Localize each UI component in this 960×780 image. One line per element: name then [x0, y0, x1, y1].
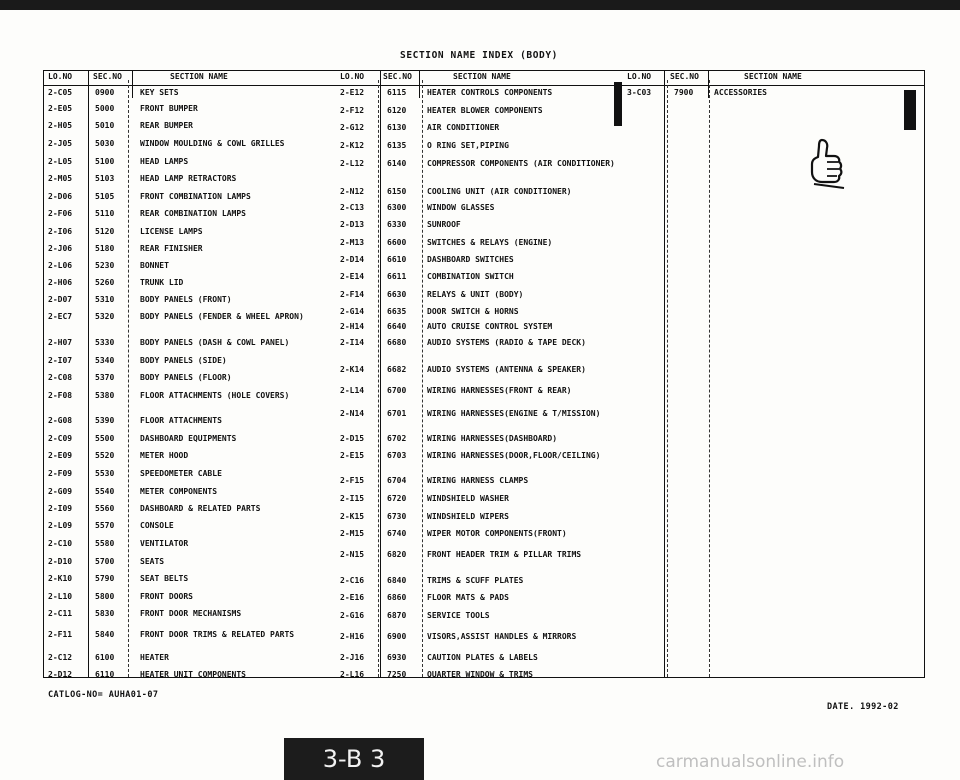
lo-number-cell: 2-D14	[340, 255, 365, 264]
section-number-cell: 6730	[387, 512, 407, 521]
section-name-cell: COMPRESSOR COMPONENTS (AIR CONDITIONER)	[427, 159, 615, 168]
section-number-cell: 6720	[387, 494, 407, 503]
section-name-cell: HEATER UNIT COMPONENTS	[140, 670, 246, 679]
sec-no-header: SEC.NO	[670, 72, 699, 81]
section-name-cell: DASHBOARD & RELATED PARTS	[140, 504, 261, 513]
lo-number-cell: 2-D06	[48, 192, 73, 201]
section-number-cell: 6680	[387, 338, 407, 347]
page-title: SECTION NAME INDEX (BODY)	[400, 50, 558, 61]
section-number-cell: 5100	[95, 157, 115, 166]
lo-number-cell: 2-E09	[48, 451, 73, 460]
lo-number-cell: 2-C08	[48, 373, 73, 382]
section-number-cell: 6704	[387, 476, 407, 485]
lo-number-cell: 2-M13	[340, 238, 365, 247]
section-number-cell: 5230	[95, 261, 115, 270]
lo-number-cell: 2-G16	[340, 611, 365, 620]
section-name-cell: BODY PANELS (FRONT)	[140, 295, 232, 304]
lo-number-cell: 2-F12	[340, 106, 365, 115]
lo-number-cell: 2-L10	[48, 592, 73, 601]
section-number-cell: 6100	[95, 653, 115, 662]
section-number-cell: 6611	[387, 272, 407, 281]
lo-number-cell: 2-EC7	[48, 312, 73, 321]
column-divider	[419, 70, 420, 98]
section-name-cell: SUNROOF	[427, 220, 461, 229]
date-stamp: DATE. 1992-02	[827, 702, 899, 712]
section-number-cell: 5310	[95, 295, 115, 304]
section-name-cell: VISORS,ASSIST HANDLES & MIRRORS	[427, 632, 577, 641]
section-number-cell: 5580	[95, 539, 115, 548]
lo-no-header: LO.NO	[340, 72, 365, 81]
section-name-cell: AUTO CRUISE CONTROL SYSTEM	[427, 322, 553, 331]
section-number-cell: 5830	[95, 609, 115, 618]
section-name-cell: WIRING HARNESSES(DOOR,FLOOR/CEILING)	[427, 451, 601, 460]
section-name-cell: SPEEDOMETER CABLE	[140, 469, 222, 478]
section-name-cell: METER COMPONENTS	[140, 487, 218, 496]
section-number-cell: 5840	[95, 630, 115, 639]
lo-number-cell: 2-F14	[340, 290, 365, 299]
section-name-cell: FRONT BUMPER	[140, 104, 198, 113]
section-number-cell: 6130	[387, 123, 407, 132]
section-name-cell: REAR BUMPER	[140, 121, 193, 130]
lo-number-cell: 2-F09	[48, 469, 73, 478]
lo-number-cell: 2-G08	[48, 416, 73, 425]
section-number-cell: 6870	[387, 611, 407, 620]
section-number-cell: 6115	[387, 88, 407, 97]
sec-no-header: SEC.NO	[93, 72, 122, 81]
section-name-cell: BODY PANELS (DASH & COWL PANEL)	[140, 338, 290, 347]
lo-number-cell: 2-L09	[48, 521, 73, 530]
lo-number-cell: 2-F08	[48, 391, 73, 400]
section-number-cell: 5380	[95, 391, 115, 400]
section-name-cell: TRUNK LID	[140, 278, 184, 287]
dashed-leader-line	[667, 80, 668, 677]
catalog-number: CATLOG-NO= AUHA01-07	[48, 690, 159, 700]
dashed-leader-line	[378, 80, 379, 677]
section-number-cell: 6110	[95, 670, 115, 679]
section-name-cell: CONSOLE	[140, 521, 174, 530]
section-name-cell: REAR COMBINATION LAMPS	[140, 209, 246, 218]
section-name-header: SECTION NAME	[170, 72, 228, 81]
section-name-cell: SEATS	[140, 557, 165, 566]
section-name-cell: FRONT COMBINATION LAMPS	[140, 192, 251, 201]
section-number-cell: 5790	[95, 574, 115, 583]
section-name-cell: BODY PANELS (SIDE)	[140, 356, 227, 365]
column-divider	[380, 70, 381, 678]
lo-number-cell: 2-C09	[48, 434, 73, 443]
section-number-cell: 5180	[95, 244, 115, 253]
section-number-cell: 5320	[95, 312, 115, 321]
section-number-cell: 5030	[95, 139, 115, 148]
panel-1-header	[43, 70, 335, 86]
section-name-cell: O RING SET,PIPING	[427, 141, 509, 150]
lo-number-cell: 2-N12	[340, 187, 365, 196]
section-number-cell: 5105	[95, 192, 115, 201]
section-number-cell: 5390	[95, 416, 115, 425]
section-name-cell: KEY SETS	[140, 88, 179, 97]
lo-number-cell: 2-N14	[340, 409, 365, 418]
section-name-header: SECTION NAME	[453, 72, 511, 81]
section-number-cell: 5700	[95, 557, 115, 566]
section-name-cell: WINDSHIELD WIPERS	[427, 512, 509, 521]
section-name-cell: ACCESSORIES	[714, 88, 767, 97]
section-number-cell: 6600	[387, 238, 407, 247]
section-number-cell: 5520	[95, 451, 115, 460]
section-number-cell: 5800	[95, 592, 115, 601]
lo-number-cell: 2-E16	[340, 593, 365, 602]
section-number-cell: 6635	[387, 307, 407, 316]
scan-mark	[614, 82, 622, 126]
lo-no-header: LO.NO	[627, 72, 652, 81]
section-name-cell: HEAD LAMP RETRACTORS	[140, 174, 237, 183]
section-number-cell: 5500	[95, 434, 115, 443]
section-number-cell: 6135	[387, 141, 407, 150]
lo-number-cell: 2-L06	[48, 261, 73, 270]
section-name-cell: FLOOR ATTACHMENTS (HOLE COVERS)	[140, 391, 290, 400]
section-number-cell: 5103	[95, 174, 115, 183]
pointing-hand-icon	[808, 138, 848, 190]
lo-number-cell: 2-M05	[48, 174, 73, 183]
lo-number-cell: 2-C13	[340, 203, 365, 212]
section-name-cell: LICENSE LAMPS	[140, 227, 203, 236]
column-divider	[664, 70, 665, 678]
section-name-cell: DOOR SWITCH & HORNS	[427, 307, 519, 316]
section-number-cell: 6860	[387, 593, 407, 602]
section-name-cell: WINDOW MOULDING & COWL GRILLES	[140, 139, 285, 148]
lo-number-cell: 2-I06	[48, 227, 73, 236]
section-number-cell: 6682	[387, 365, 407, 374]
lo-number-cell: 2-E15	[340, 451, 365, 460]
lo-number-cell: 2-D12	[48, 670, 73, 679]
section-number-cell: 6701	[387, 409, 407, 418]
section-number-cell: 6140	[387, 159, 407, 168]
section-name-cell: WIRING HARNESSES(ENGINE & T/MISSION)	[427, 409, 601, 418]
lo-number-cell: 2-G14	[340, 307, 365, 316]
section-name-cell: HEATER CONTROLS COMPONENTS	[427, 88, 553, 97]
lo-no-header: LO.NO	[48, 72, 73, 81]
lo-number-cell: 2-D07	[48, 295, 73, 304]
lo-number-cell: 2-H06	[48, 278, 73, 287]
lo-number-cell: 2-G12	[340, 123, 365, 132]
scan-mark	[904, 90, 916, 130]
section-number-cell: 6120	[387, 106, 407, 115]
lo-number-cell: 2-F15	[340, 476, 365, 485]
lo-number-cell: 2-C05	[48, 88, 73, 97]
lo-number-cell: 2-I15	[340, 494, 365, 503]
top-scan-bar	[0, 0, 960, 10]
lo-number-cell: 2-I07	[48, 356, 73, 365]
lo-number-cell: 2-H05	[48, 121, 73, 130]
lo-number-cell: 2-E14	[340, 272, 365, 281]
section-name-cell: WINDSHIELD WASHER	[427, 494, 509, 503]
lo-number-cell: 2-C16	[340, 576, 365, 585]
section-number-cell: 5540	[95, 487, 115, 496]
section-name-cell: WINDOW GLASSES	[427, 203, 495, 212]
section-number-cell: 5330	[95, 338, 115, 347]
section-name-cell: REAR FINISHER	[140, 244, 203, 253]
section-name-cell: WIRING HARNESS CLAMPS	[427, 476, 529, 485]
lo-number-cell: 2-L14	[340, 386, 365, 395]
section-name-cell: FRONT DOOR MECHANISMS	[140, 609, 242, 618]
lo-number-cell: 2-K15	[340, 512, 365, 521]
section-name-cell: COMBINATION SWITCH	[427, 272, 514, 281]
section-name-cell: RELAYS & UNIT (BODY)	[427, 290, 524, 299]
lo-number-cell: 2-K14	[340, 365, 365, 374]
section-name-cell: METER HOOD	[140, 451, 189, 460]
lo-number-cell: 2-D15	[340, 434, 365, 443]
lo-number-cell: 2-D10	[48, 557, 73, 566]
section-number-cell: 6150	[387, 187, 407, 196]
dashed-leader-line	[128, 80, 129, 677]
section-number-cell: 6700	[387, 386, 407, 395]
section-number-cell: 6900	[387, 632, 407, 641]
section-name-cell: FRONT HEADER TRIM & PILLAR TRIMS	[427, 550, 582, 559]
section-name-cell: SWITCHES & RELAYS (ENGINE)	[427, 238, 553, 247]
section-number-cell: 6930	[387, 653, 407, 662]
section-name-cell: DASHBOARD EQUIPMENTS	[140, 434, 237, 443]
section-number-cell: 5560	[95, 504, 115, 513]
lo-number-cell: 2-L16	[340, 670, 365, 679]
section-name-cell: VENTILATOR	[140, 539, 189, 548]
section-name-cell: HEATER	[140, 653, 169, 662]
lo-number-cell: 2-C12	[48, 653, 73, 662]
section-number-cell: 6630	[387, 290, 407, 299]
section-number-cell: 6640	[387, 322, 407, 331]
lo-number-cell: 2-H14	[340, 322, 365, 331]
section-name-cell: QUARTER WINDOW & TRIMS	[427, 670, 533, 679]
section-name-cell: COOLING UNIT (AIR CONDITIONER)	[427, 187, 572, 196]
section-number-cell: 6300	[387, 203, 407, 212]
lo-number-cell: 2-K10	[48, 574, 73, 583]
lo-number-cell: 3-C03	[627, 88, 652, 97]
lo-number-cell: 2-M15	[340, 529, 365, 538]
section-number-cell: 6820	[387, 550, 407, 559]
section-number-cell: 5120	[95, 227, 115, 236]
lo-number-cell: 2-I14	[340, 338, 365, 347]
lo-number-cell: 2-F06	[48, 209, 73, 218]
section-number-cell: 7900	[674, 88, 694, 97]
page-tab: 3-B 3	[284, 738, 424, 780]
section-name-cell: DASHBOARD SWITCHES	[427, 255, 514, 264]
column-divider	[132, 70, 133, 98]
section-number-cell: 5370	[95, 373, 115, 382]
section-name-cell: FLOOR MATS & PADS	[427, 593, 509, 602]
section-number-cell: 6840	[387, 576, 407, 585]
lo-number-cell: 2-J06	[48, 244, 73, 253]
sec-no-header: SEC.NO	[383, 72, 412, 81]
lo-number-cell: 2-G09	[48, 487, 73, 496]
section-number-cell: 6740	[387, 529, 407, 538]
lo-number-cell: 2-I09	[48, 504, 73, 513]
section-name-cell: BODY PANELS (FENDER & WHEEL APRON)	[140, 312, 304, 321]
dashed-leader-line	[709, 80, 710, 677]
section-number-cell: 5000	[95, 104, 115, 113]
section-name-cell: WIRING HARNESSES(FRONT & REAR)	[427, 386, 572, 395]
section-name-header: SECTION NAME	[744, 72, 802, 81]
lo-number-cell: 2-N15	[340, 550, 365, 559]
lo-number-cell: 2-K12	[340, 141, 365, 150]
lo-number-cell: 2-C10	[48, 539, 73, 548]
section-name-cell: CAUTION PLATES & LABELS	[427, 653, 538, 662]
section-name-cell: WIRING HARNESSES(DASHBOARD)	[427, 434, 558, 443]
dashed-leader-line	[422, 80, 423, 677]
section-number-cell: 5010	[95, 121, 115, 130]
index-panel-1	[43, 70, 335, 678]
section-name-cell: BODY PANELS (FLOOR)	[140, 373, 232, 382]
section-name-cell: FRONT DOOR TRIMS & RELATED PARTS	[140, 630, 295, 639]
lo-number-cell: 2-F11	[48, 630, 73, 639]
section-name-cell: HEAD LAMPS	[140, 157, 189, 166]
section-name-cell: AIR CONDITIONER	[427, 123, 500, 132]
lo-number-cell: 2-L05	[48, 157, 73, 166]
section-number-cell: 0900	[95, 88, 115, 97]
section-name-cell: BONNET	[140, 261, 169, 270]
section-name-cell: HEATER BLOWER COMPONENTS	[427, 106, 543, 115]
lo-number-cell: 2-L12	[340, 159, 365, 168]
section-number-cell: 6610	[387, 255, 407, 264]
lo-number-cell: 2-J16	[340, 653, 365, 662]
section-name-cell: FRONT DOORS	[140, 592, 193, 601]
section-name-cell: SERVICE TOOLS	[427, 611, 490, 620]
lo-number-cell: 2-J05	[48, 139, 73, 148]
lo-number-cell: 2-C11	[48, 609, 73, 618]
lo-number-cell: 2-D13	[340, 220, 365, 229]
section-name-cell: AUDIO SYSTEMS (ANTENNA & SPEAKER)	[427, 365, 586, 374]
watermark: carmanualsonline.info	[656, 752, 845, 772]
lo-number-cell: 2-H16	[340, 632, 365, 641]
section-number-cell: 6330	[387, 220, 407, 229]
section-number-cell: 5110	[95, 209, 115, 218]
section-number-cell: 5570	[95, 521, 115, 530]
section-name-cell: SEAT BELTS	[140, 574, 189, 583]
section-number-cell: 7250	[387, 670, 407, 679]
section-name-cell: TRIMS & SCUFF PLATES	[427, 576, 524, 585]
lo-number-cell: 2-E12	[340, 88, 365, 97]
section-number-cell: 5260	[95, 278, 115, 287]
section-number-cell: 5530	[95, 469, 115, 478]
section-name-cell: AUDIO SYSTEMS (RADIO & TAPE DECK)	[427, 338, 586, 347]
section-number-cell: 6703	[387, 451, 407, 460]
lo-number-cell: 2-H07	[48, 338, 73, 347]
section-number-cell: 5340	[95, 356, 115, 365]
section-name-cell: WIPER MOTOR COMPONENTS(FRONT)	[427, 529, 567, 538]
section-name-cell: FLOOR ATTACHMENTS	[140, 416, 222, 425]
section-number-cell: 6702	[387, 434, 407, 443]
column-divider	[88, 70, 89, 678]
lo-number-cell: 2-E05	[48, 104, 73, 113]
